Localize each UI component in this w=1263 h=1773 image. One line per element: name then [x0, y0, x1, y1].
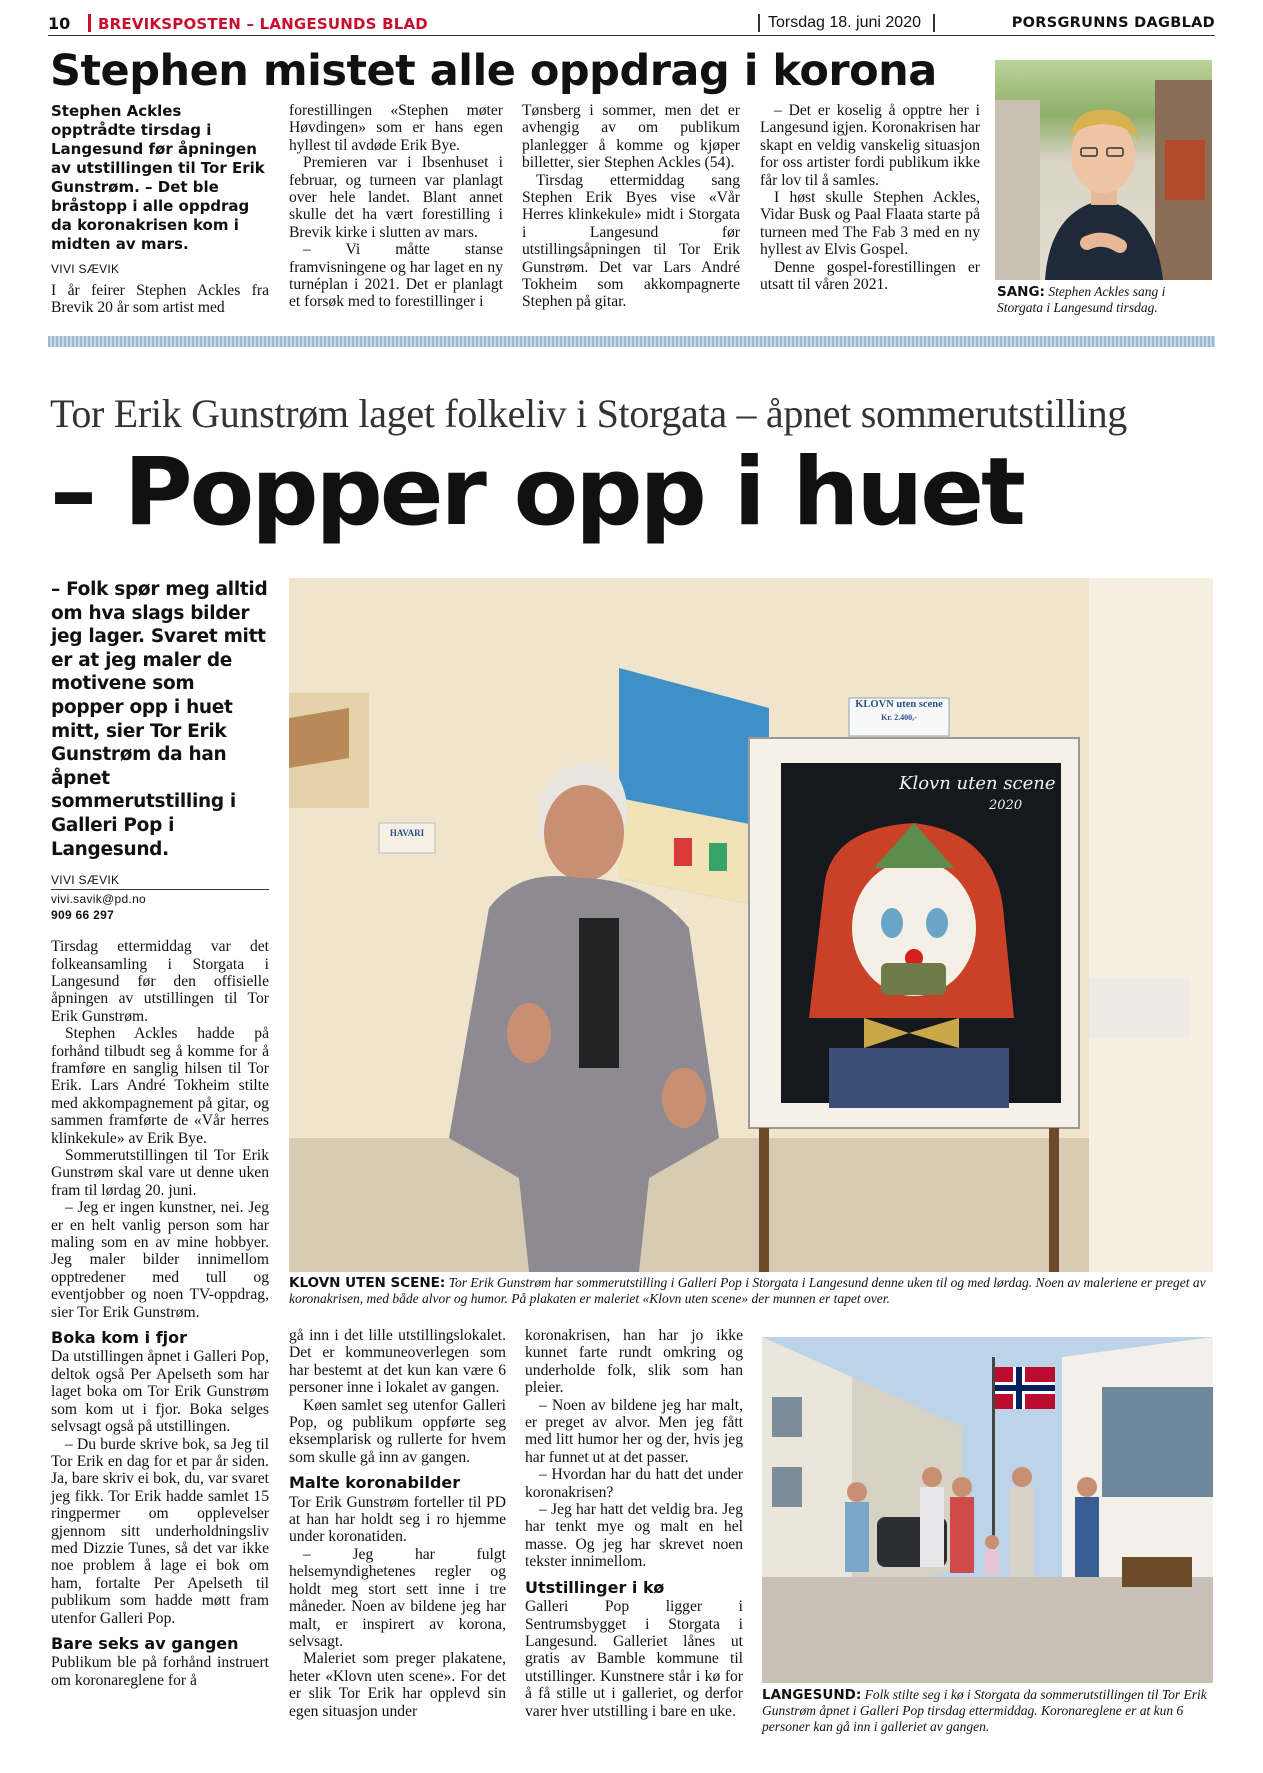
author-phone: 909 66 297 — [51, 908, 115, 923]
paragraph: forestillingen «Stephen møter Høvdingen» som er hans egen hyllest til avdøde Erik Bye. — [289, 102, 503, 154]
article1-byline: VIVI SÆVIK — [51, 262, 120, 276]
caption-label: SANG: — [997, 284, 1045, 300]
paragraph: – Du burde skrive bok, sa Jeg til Tor Erik en dag for et par år siden. Ja, bare skriv ei bok, du, var svaret jeg fikk. Tor Erik hadde samlet 15 ringpermer om opplevelser gjennom sitt underholdningsliv med Dizzie Tunes, så det var ikke noe problem å lage ei bok om ham, fortalte Per Apelseth til publikum som hadde møtt fram utenfor Galleri Pop. — [51, 1435, 269, 1627]
poster-title: Klovn uten scene — [899, 773, 1056, 794]
street-caption — [762, 1687, 1213, 1735]
article2-byline: VIVI SÆVIK — [51, 873, 120, 888]
caption-text: Tor Erik Gunstrøm har sommerutstilling i Galleri Pop i Storgata i Langesund denne uken til og med lørdag. Noen av maleriene er preget av koronakrisen, med både alvor og humor. På plakaten er maleriet «Klovn uten scene» der munnen er tapet over. — [289, 1275, 1206, 1306]
stephen-caption — [997, 284, 1212, 316]
issue-date: Torsdag 18. juni 2020 — [768, 14, 921, 31]
label-title: KLOVN uten scene — [855, 699, 943, 710]
section-divider — [48, 336, 1215, 347]
article1-col2 — [289, 102, 503, 311]
author-email: vivi.savik@pd.no — [51, 892, 147, 907]
paragraph: – Jeg har fulgt helsemyndighetenes regler og holdt meg stort sett inne i tre måneder. Noen av bildene jeg har malt, er inspirert av korona, selvsagt. — [289, 1545, 506, 1650]
subheading: Boka kom i fjor — [51, 1328, 188, 1348]
street-photo — [762, 1337, 1213, 1683]
paragraph: Køen samlet seg utenfor Galleri Pop, og publikum oppførte seg eksemplarisk og rullerte for hvem som skulle gå inn av gangen. — [289, 1396, 506, 1466]
paragraph: Tor Erik Gunstrøm forteller til PD at han har holdt seg i ro hjemme under koronatiden. — [289, 1493, 506, 1546]
paragraph: – Det er koselig å opptre her i Langesund igjen. Koronakrisen har skapt en veldig vanskelig situasjon for oss artister fordi publikum ikke får lov til å samles. — [760, 102, 980, 189]
paragraph: Maleriet som preger plakatene, heter «Klovn uten scene». For det er slik Tor Erik har opplevd sin egen situasjon under — [289, 1650, 506, 1720]
paragraph: Premieren var i Ibsenhuset i februar, og turneen var planlagt over hele landet. Blant annet skulle det ha vært forestilling i Brevik kirke i slutten av mars. — [289, 154, 503, 241]
paragraph: koronakrisen, han har jo ikke kunnet farte rundt omkring og underholde folk, slik som han pleier. — [525, 1327, 743, 1397]
norwegian-flag — [995, 1367, 1055, 1409]
paragraph: – Noen av bildene jeg har malt, er preget av alvor. Men jeg fått med litt humor her og der, hvis jeg har funnet ut at det passer. — [525, 1396, 743, 1466]
article1-col4 — [760, 102, 980, 293]
paragraph: I høst skulle Stephen Ackles, Vidar Busk og Paal Flaata starte på turneen med The Fab 3 med en ny hyllest av Elvis Gospel. — [760, 189, 980, 259]
paragraph: – Jeg er ingen kunstner, nei. Jeg er en helt vanlig person som har maling som en av mine hobbyer. Jeg maler bilder innimellom opptredener med tull og eventjobber og noen TV-oppdrag, sier Tor Erik Gunstrøm. — [51, 1199, 269, 1321]
subheading: Malte koronabilder — [289, 1473, 461, 1493]
subheading: Bare seks av gangen — [51, 1633, 239, 1653]
section-name: BREVIKSPOSTEN – LANGESUNDS BLAD — [98, 15, 428, 33]
paragraph: Denne gospel-forestillingen er utsatt til våren 2021. — [760, 258, 980, 294]
article2-col-2 — [289, 1327, 506, 1720]
article2-kicker: Tor Erik Gunstrøm laget folkeliv i Storgata – åpnet sommerutstilling — [50, 391, 1128, 436]
caption-text: Folk stilte seg i kø i Storgata da sommerutstillingen til Tor Erik Gunstrøm åpnet i Galleri Pop tirsdag ettermiddag. Koronareglene er at kun 6 personer kan gå inn i galleriet av gangen. — [762, 1687, 1207, 1734]
label-price: Kr. 2.400,- — [881, 713, 917, 722]
article1-col3 — [522, 102, 740, 311]
stephen-photo — [995, 60, 1212, 280]
paragraph: – Hvordan har du hatt det under koronakrisen? — [525, 1466, 743, 1501]
caption-label: LANGESUND: — [762, 1687, 862, 1703]
gallery-caption — [289, 1275, 1213, 1307]
article2-col-3 — [525, 1327, 743, 1720]
article2-col-left — [51, 578, 269, 1689]
gallery-photo — [289, 578, 1213, 1272]
article1-col1 — [51, 102, 269, 317]
page-header — [48, 12, 1215, 36]
paragraph: Tirsdag ettermiddag var det folkeansamling i Storgata i Langesund før den offisielle åpningen av utstillingen til Tor Erik Gunstrøm. — [51, 938, 269, 1025]
paragraph: Sommerutstillingen til Tor Erik Gunstrøm skal vare ut denne uken fram til lørdag 20. juni. — [51, 1147, 269, 1199]
painting-label-klovn — [849, 698, 949, 724]
caption-label: KLOVN UTEN SCENE: — [289, 1275, 446, 1291]
caption-text: Stephen Ackles sang i Storgata i Langesund tirsdag. — [997, 284, 1166, 315]
article1-lead: Stephen Ackles opptrådte tirsdag i Langesund før åpningen av utstillingen til Tor Erik Gunstrøm. – Det ble bråstopp i alle oppdrag da koronakrisen kom i midten av mars. — [51, 102, 265, 253]
paragraph: Stephen Ackles hadde på forhånd tilbudt seg å komme for å framføre en sanglig hilsen til Tor Erik. Lars André Tokheim stilte med akkompagnement på gitar, og sammen framførte de «Vår herres klinkekule» av Erik Bye. — [51, 1025, 269, 1147]
paragraph: Tirsdag ettermiddag sang Stephen Erik Byes vise «Vår Herres klinkekule» midt i Storgata i Langesund før utstillingsåpningen til Tor Erik Gunstrøm. Det var Lars André Tokheim som akkompagnerte Stephen på gitar. — [522, 171, 740, 311]
newspaper-brand: PORSGRUNNS DAGBLAD — [1011, 15, 1215, 31]
subheading: Utstillinger i kø — [525, 1577, 665, 1597]
poster-year: 2020 — [989, 798, 1023, 813]
paragraph: – Vi måtte stanse framvisningene og har laget en ny turnéplan i 2021. Det er planlagt et forsøk med to forestillinger i — [289, 241, 503, 311]
paragraph: Da utstillingen åpnet i Galleri Pop, deltok også Per Apelseth som har laget boka om Tor Erik Gunstrøm som kom ut i fjor. Boka selges selvsagt også på utstillingen. — [51, 1348, 269, 1436]
painting-label-havari: HAVARI — [389, 828, 425, 838]
paragraph: gå inn i det lille utstillingslokalet. Det er kommuneoverlegen som har bestemt at det kun kan være 6 personer inne i lokalet av gangen. — [289, 1327, 506, 1397]
paragraph: I år feirer Stephen Ackles fra Brevik 20 år som artist med — [51, 282, 269, 317]
paragraph: Galleri Pop ligger i Sentrumsbygget i Storgata i Langesund. Galleriet lånes ut gratis av Bamble kommune til utstillinger. Kunstnere står i kø for å få stille ut i galleriet, og derfor varer hver utstilling i bare en uke. — [525, 1598, 743, 1720]
paragraph: – Jeg har hatt det veldig bra. Jeg har tenkt mye og malt en hel masse. Og jeg har skrevet noen tekster innimellom. — [525, 1501, 743, 1571]
page-number: 10 — [48, 14, 71, 33]
article1-headline: Stephen mistet alle oppdrag i korona — [50, 46, 937, 96]
paragraph: Tønsberg i sommer, men det er avhengig av om publikum planlegger å komme og kjøper billetter, sier Stephen Ackles (54). — [522, 102, 740, 172]
article2-headline: – Popper opp i huet — [50, 438, 1023, 547]
article2-lead: – Folk spør meg alltid om hva slags bilder jeg lager. Svaret mitt er at jeg maler de motivene som popper opp i huet mitt, sier Tor Erik Gunstrøm da han åpnet sommerutstilling i Galleri Pop i Langesund. — [51, 579, 268, 860]
paragraph: Publikum ble på forhånd instruert om koronareglene for å — [51, 1654, 269, 1689]
